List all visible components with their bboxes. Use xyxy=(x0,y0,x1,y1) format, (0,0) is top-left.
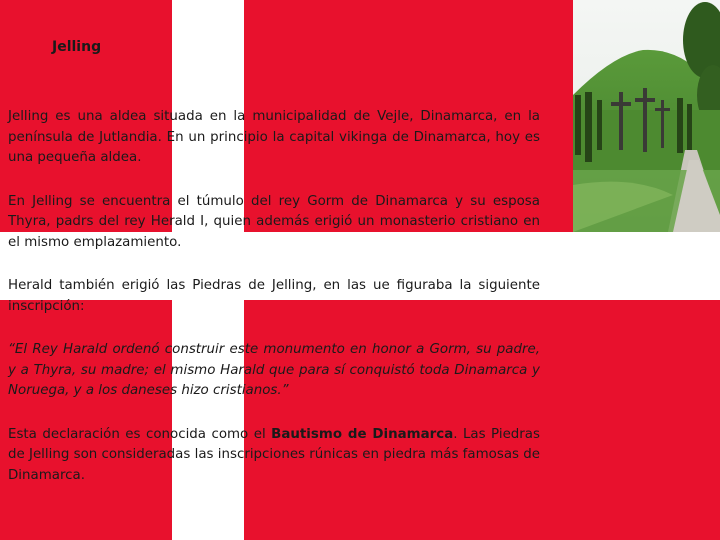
paragraph-gorm-mound: En Jelling se encuentra el túmulo del rey Gorm de Dinamarca y su esposa Thyra, padrs del rey Herald I, quien además erigió un monasterio cristiano en el mismo emplazamiento. xyxy=(8,193,540,250)
paragraph-jelling-stones: Herald también erigió las Piedras de Jelling, en las ue figuraba la siguiente inscripción: xyxy=(8,278,540,314)
page-title: Jelling xyxy=(52,39,102,55)
body-text xyxy=(8,107,540,509)
jelling-mound-photo xyxy=(573,0,720,232)
paragraph-inscription-quote: “El Rey Harald ordenó construir este monumento en honor a Gorm, su padre, y a Thyra, su madre; el mismo Harald que para sí conquistó toda Dinamarca y Noruega, y a los daneses hizo cristianos.” xyxy=(8,342,540,398)
paragraph-baptism-after: . Las Piedras de Jelling son consideradas las inscripciones rúnicas en piedra más famosas de Dinamarca. xyxy=(8,426,540,483)
paragraph-baptism xyxy=(8,425,540,487)
paragraph-baptism-before: Esta declaración es conocida como el xyxy=(8,426,272,442)
paragraph-intro: Jelling es una aldea situada en la municipalidad de Vejle, Dinamarca, en la península de Jutlandia. En un principio la capital vikinga de Dinamarca, hoy es una pequeña aldea. xyxy=(8,109,540,165)
paragraph-baptism-bold: Bautismo de Dinamarca xyxy=(271,426,454,442)
jelling-mound-photo-graphic xyxy=(573,0,720,232)
